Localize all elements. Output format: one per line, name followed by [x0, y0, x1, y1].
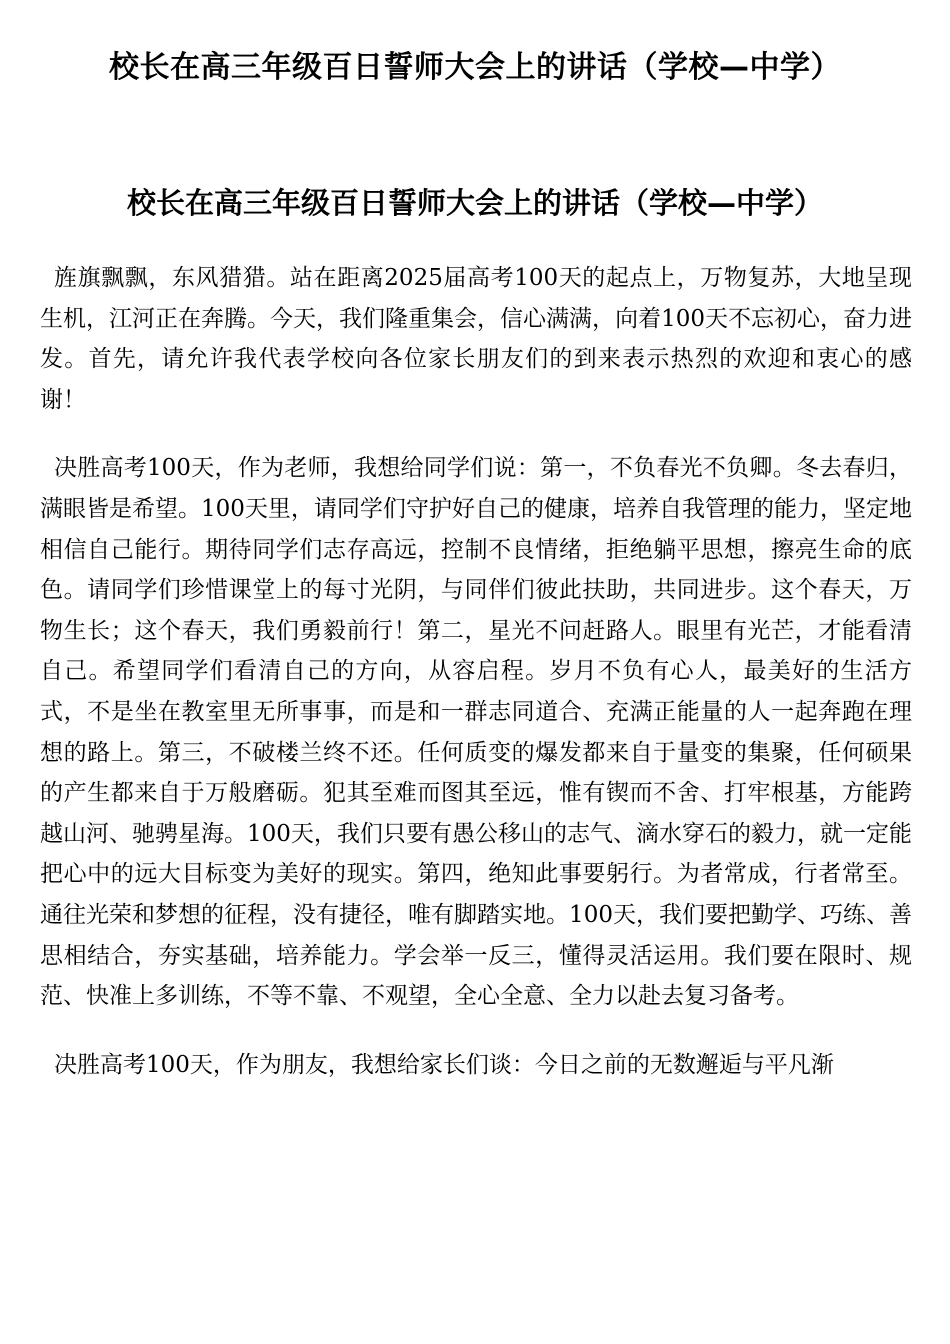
- paragraph-message-to-parents: 决胜高考100天，作为朋友，我想给家长们谈：今日之前的无数邂逅与平凡渐: [54, 1051, 834, 1078]
- paragraph-opening: 旌旗飘飘，东风猎猎。站在距离2025届高考100天的起点上，万物复苏，大地呈现生机，江河正在奔腾。今天，我们隆重集会，信心满满，向着100天不忘初心，奋力进发。首先，请允许我代表学校向各位家长朋友们的到来表示热烈的欢迎和衷心的感谢！: [40, 265, 912, 413]
- paragraph-message-to-students: 决胜高考100天，作为老师，我想给同学们说：第一，不负春光不负卿。冬去春归，满眼皆是希望。100天里，请同学们守护好自己的健康，培养自我管理的能力，坚定地相信自己能行。期待同学们志存高远，控制不良情绪，拒绝躺平思想，擦亮生命的底色。请同学们珍惜课堂上的每寸光阴，与同伴们彼此扶助，共同进步。这个春天，万物生长；这个春天，我们勇毅前行！第二，星光不问赶路人。眼里有光芒，才能看清自己。希望同学们看清自己的方向，从容启程。岁月不负有心人，最美好的生活方式，不是坐在教室里无所事事，而是和一群志同道合、充满正能量的人一起奔跑在理想的路上。第三，不破楼兰终不还。任何质变的爆发都来自于量变的集聚，任何硕果的产生都来自于万般磨砺。犯其至难而图其至远，惟有锲而不舍、打牢根基，方能跨越山河、驰骋星海。100天，我们只要有愚公移山的志气、滴水穿石的毅力，就一定能把心中的远大目标变为美好的现实。第四，绝知此事要躬行。为者常成，行者常至。通往光荣和梦想的征程，没有捷径，唯有脚踏实地。100天，我们要把勤学、巧练、善思相结合，夯实基础，培养能力。学会举一反三，懂得灵活运用。我们要在限时、规范、快准上多训练，不等不靠、不观望，全心全意、全力以赴去复习备考。: [40, 455, 912, 1010]
- document-header-title: 校长在高三年级百日誓师大会上的讲话（学校—中学）: [109, 50, 841, 85]
- article-title: 校长在高三年级百日誓师大会上的讲话（学校—中学）: [126, 186, 823, 220]
- article-body: [40, 258, 912, 1113]
